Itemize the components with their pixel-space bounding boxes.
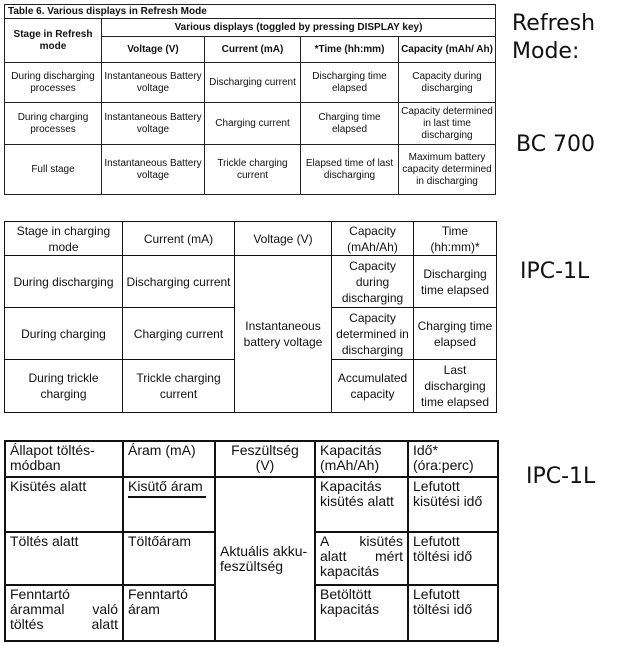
column-header: Feszültség (V) [215, 441, 315, 477]
table-cell: Kapacitás kisütés alatt [315, 477, 408, 532]
table-cell: During trickle charging [5, 360, 123, 413]
table-row [5, 256, 497, 308]
column-header: Current (mA) [205, 37, 301, 63]
refresh-mode-label [512, 10, 595, 66]
table-row [5, 145, 496, 195]
table-cell: Last discharging time elapsed [414, 360, 497, 413]
table-cell: Instantaneous Battery voltage [102, 103, 205, 145]
ipc1l-english-table [4, 221, 497, 413]
column-header: Time (hh:mm)* [414, 222, 497, 256]
table-cell [123, 477, 215, 532]
table-cell: Instantaneous Battery voltage [102, 63, 205, 103]
table-cell: Töltőáram [123, 532, 215, 585]
table-cell: Instantaneous Battery voltage [102, 145, 205, 195]
column-header: Current (mA) [123, 222, 235, 256]
table-cell: Kisütés alatt [5, 477, 123, 532]
table-cell: Trickle charging current [205, 145, 301, 195]
table-cell: Betöltött kapacitás [315, 585, 408, 641]
column-header: Áram (mA) [123, 441, 215, 477]
table-cell: Capacity determined in discharging [332, 308, 414, 360]
column-header: Capacity (mAh/ Ah) [399, 37, 496, 63]
table-cell: Charging current [123, 308, 235, 360]
column-header: Capacity (mAh/Ah) [332, 222, 414, 256]
table-cell: Trickle charging current [123, 360, 235, 413]
ipc1l-label: IPC-1L [520, 259, 590, 284]
table-cell: Capacity during discharging [332, 256, 414, 308]
table-cell: Fenntartó árammal való töltés alatt [5, 585, 123, 641]
table-cell: Charging time elapsed [301, 103, 399, 145]
column-header: Kapacitás (mAh/Ah) [315, 441, 408, 477]
table-cell: Maximum battery capacity determined in discharging [399, 145, 496, 195]
table-cell: During charging processes [5, 103, 102, 145]
column-header: Idő* (óra:perc) [408, 441, 498, 477]
table-cell: Fenntartó áram [123, 585, 215, 641]
table-cell: Elapsed time of last discharging [301, 145, 399, 195]
table-cell: Charging current [205, 103, 301, 145]
bc700-label: BC 700 [516, 132, 596, 157]
voltage-merged-cell: Aktuális akku-feszültség [215, 477, 315, 641]
bc700-refresh-table [4, 4, 496, 195]
underlined-text: Kisütő áram [128, 479, 206, 498]
ipc1l-label: IPC-1L [526, 464, 596, 489]
column-header: Voltage (V) [235, 222, 332, 256]
table-cell: Discharging time elapsed [414, 256, 497, 308]
table-cell: Lefutott töltési idő [408, 585, 498, 641]
table-cell: Capacity determined in last time discharging [399, 103, 496, 145]
group-header: Various displays (toggled by pressing DISPLAY key) [102, 19, 496, 37]
table-row [5, 103, 496, 145]
refresh-label-line: Mode: [512, 39, 580, 64]
table-cell: Discharging current [123, 256, 235, 308]
column-header: *Time (hh:mm) [301, 37, 399, 63]
table-cell: Discharging time elapsed [301, 63, 399, 103]
table-caption: Table 6. Various displays in Refresh Mode [5, 5, 496, 19]
column-header: Állapot töltés-módban [5, 441, 123, 477]
table-cell: During discharging processes [5, 63, 102, 103]
table-cell: Full stage [5, 145, 102, 195]
table-cell: Capacity during discharging [399, 63, 496, 103]
table-cell: Charging time elapsed [414, 308, 497, 360]
table-cell: Lefutott kisütési idő [408, 477, 498, 532]
table-cell: Accumulated capacity [332, 360, 414, 413]
table-cell: During charging [5, 308, 123, 360]
table-cell: During discharging [5, 256, 123, 308]
refresh-label-line: Refresh [512, 11, 596, 36]
table-cell: A kisütés alatt mért kapacitás [315, 532, 408, 585]
stage-header: Stage in Refresh mode [5, 19, 102, 63]
table-row [5, 477, 498, 532]
table-cell: Töltés alatt [5, 532, 123, 585]
table-row [5, 63, 496, 103]
voltage-merged-cell: Instantaneous battery voltage [235, 256, 332, 413]
column-header: Voltage (V) [102, 37, 205, 63]
ipc1l-hungarian-table [4, 440, 499, 642]
table-cell: Discharging current [205, 63, 301, 103]
table-cell: Lefutott töltési idő [408, 532, 498, 585]
column-header: Stage in charging mode [5, 222, 123, 256]
